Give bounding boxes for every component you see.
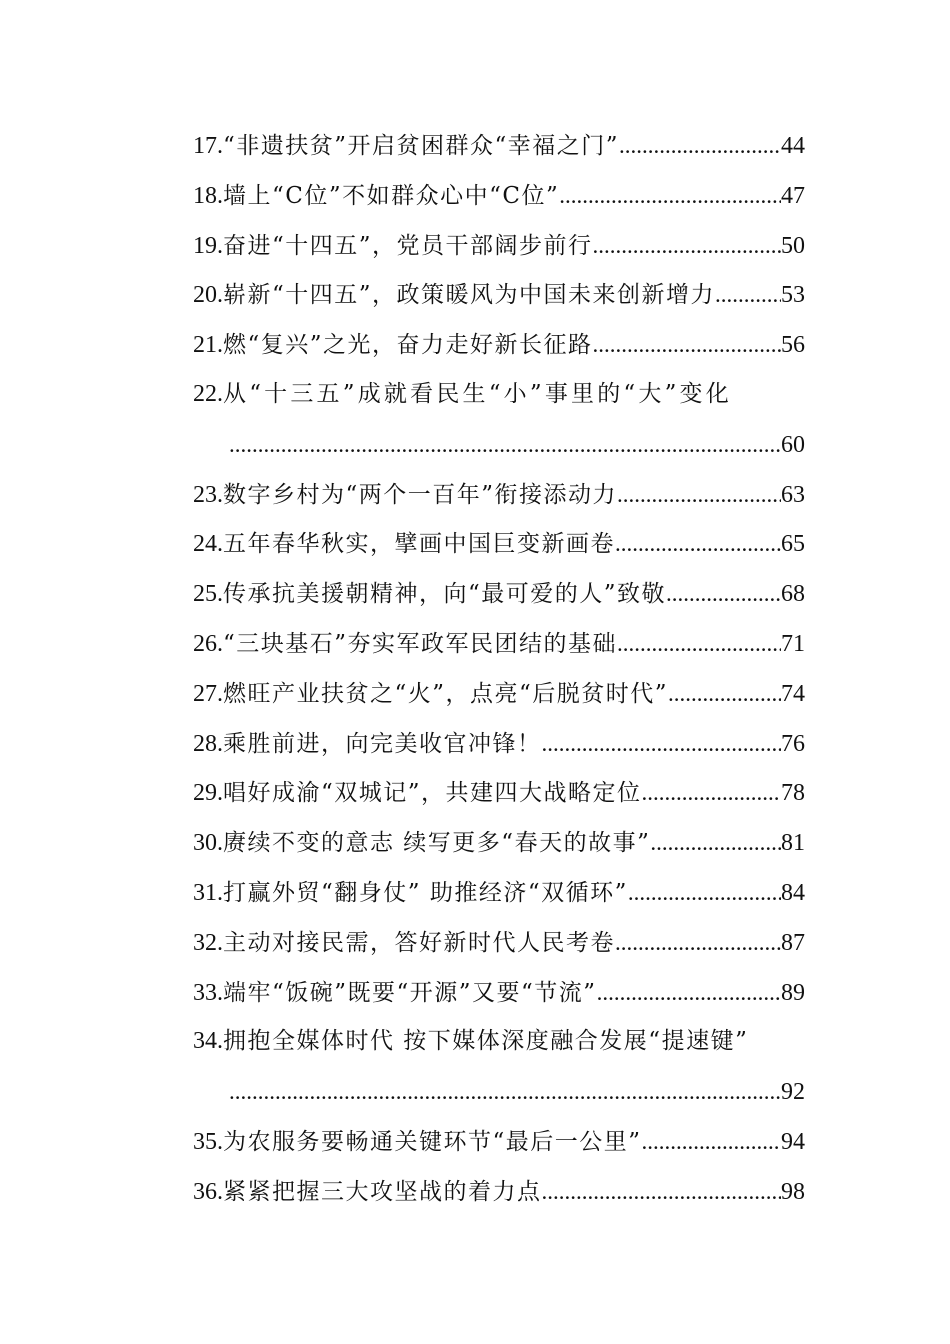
dot-leader: [593, 320, 781, 370]
toc-entry-title: 端牢“饭碗”既要“开源”又要“节流”: [223, 979, 597, 1006]
toc-entry-title: 奋进“十四五”，党员干部阔步前行: [223, 232, 593, 259]
toc-entry-19[interactable]: [193, 221, 805, 271]
toc-entry-31[interactable]: [193, 868, 805, 918]
toc-entry-34[interactable]: [193, 1017, 805, 1067]
toc-entry-title: 崭新“十四五”，政策暖风为中国未来创新增力: [223, 282, 716, 309]
toc-entry-32[interactable]: [193, 918, 805, 968]
toc-entry-number: 18.: [193, 182, 223, 209]
toc-entry-27[interactable]: [193, 669, 805, 719]
toc-entry-17[interactable]: [193, 121, 805, 171]
toc-entry-title: 乘胜前进，向完美收官冲锋！: [223, 730, 542, 757]
toc-entry-26[interactable]: [193, 619, 805, 669]
toc-entry-page: 84: [781, 879, 805, 906]
toc-entry-page: 60: [781, 431, 805, 458]
dot-leader: [593, 221, 781, 271]
dot-leader: [617, 619, 781, 669]
dot-leader: [542, 1167, 782, 1217]
toc-entry-number: 22.: [193, 380, 223, 407]
dot-leader: [229, 420, 781, 470]
toc-entry-18[interactable]: [193, 171, 805, 221]
toc-entry-page: 56: [781, 332, 805, 359]
toc-entry-36[interactable]: [193, 1167, 805, 1217]
toc-entry-30[interactable]: [193, 818, 805, 868]
toc-entry-24[interactable]: [193, 519, 805, 569]
toc-entry-number: 21.: [193, 332, 223, 359]
toc-entry-20[interactable]: [193, 270, 805, 320]
toc-entry-page: 89: [781, 979, 805, 1006]
toc-entry-title: “非遗扶贫”开启贫困群众“幸福之门”: [223, 133, 620, 159]
toc-entry-title: 五年春华秋实，擘画中国巨变新画卷: [223, 531, 615, 558]
dot-leader: [668, 669, 781, 719]
dot-leader: [628, 868, 781, 918]
toc-entry-title: 传承抗美援朝精神，向“最可爱的人”致敬: [223, 581, 667, 608]
toc-entry-title: “三块基石”夯实军政军民团结的基础: [223, 630, 618, 657]
toc-entry-page: 53: [781, 282, 805, 309]
toc-entry-number: 34.: [193, 1028, 223, 1055]
toc-entry-title: 打赢外贸“翻身仗” 助推经济“双循环”: [223, 879, 628, 906]
dot-leader: [666, 569, 781, 619]
toc-entry-number: 25.: [193, 581, 223, 608]
toc-entry-number: 20.: [193, 282, 223, 309]
toc-entry-title: 赓续不变的意志 续写更多“春天的故事”: [223, 830, 651, 857]
toc-entry-number: 36.: [193, 1178, 223, 1205]
toc-entry-page: 98: [781, 1178, 805, 1205]
toc-entry-28[interactable]: [193, 719, 805, 769]
toc-entry-number: 35.: [193, 1128, 223, 1155]
toc-entry-page: 76: [781, 730, 805, 757]
dot-leader: [542, 719, 782, 769]
dot-leader: [715, 270, 781, 320]
toc-entry-page: 63: [781, 481, 805, 508]
toc-entry-title: 拥抱全媒体时代 按下媒体深度融合发展“提速键”: [223, 1028, 749, 1055]
toc-entry-page: 81: [781, 830, 805, 857]
dot-leader: [229, 1067, 781, 1117]
toc-entry-33[interactable]: [193, 968, 805, 1018]
toc-entry-page: 44: [781, 133, 805, 159]
toc-entry-21[interactable]: [193, 320, 805, 370]
toc-entry-title: 为农服务要畅通关键环节“最后一公里”: [223, 1128, 642, 1155]
toc-entry-22-continuation[interactable]: [193, 420, 805, 470]
toc-entry-23[interactable]: [193, 470, 805, 520]
toc-entry-page: 65: [781, 531, 805, 558]
toc-entry-title: 从“十三五”成就看民生“小”事里的“大”变化: [223, 380, 732, 407]
toc-entry-page: 87: [781, 929, 805, 956]
dot-leader: [642, 1117, 781, 1167]
dot-leader: [642, 768, 781, 818]
toc-entry-number: 24.: [193, 531, 223, 558]
toc-entry-page: 94: [781, 1128, 805, 1155]
toc-entry-25[interactable]: [193, 569, 805, 619]
toc-entry-title: 燃“复兴”之光，奋力走好新长征路: [223, 332, 593, 359]
dot-leader: [597, 968, 781, 1018]
toc-entry-title: 数字乡村为“两个一百年”衔接添动力: [223, 481, 618, 508]
toc-entry-number: 27.: [193, 680, 223, 707]
toc-entry-title: 紧紧把握三大攻坚战的着力点: [223, 1178, 542, 1205]
toc-entry-29[interactable]: [193, 768, 805, 818]
toc-entry-page: 78: [781, 780, 805, 807]
toc-entry-34-continuation[interactable]: [193, 1067, 805, 1117]
toc-entry-number: 28.: [193, 730, 223, 757]
toc-entry-number: 31.: [193, 879, 223, 906]
toc-entry-title: 墙上“C位”不如群众心中“C位”: [223, 182, 560, 209]
toc-entry-number: 23.: [193, 481, 223, 508]
dot-leader: [615, 519, 781, 569]
toc-entry-number: 29.: [193, 780, 223, 807]
toc-entry-number: 30.: [193, 830, 223, 857]
dot-leader: [617, 470, 781, 520]
toc-entry-title: 燃旺产业扶贫之“火”，点亮“后脱贫时代”: [223, 680, 669, 707]
toc-entry-title: 唱好成渝“双城记”，共建四大战略定位: [223, 780, 642, 807]
toc-entry-page: 68: [781, 581, 805, 608]
toc-entry-number: 17.: [193, 133, 223, 159]
toc-entry-number: 19.: [193, 232, 223, 259]
toc-entry-page: 50: [781, 232, 805, 259]
toc-entry-page: 47: [781, 182, 805, 209]
table-of-contents: [193, 121, 805, 1217]
dot-leader: [650, 818, 781, 868]
toc-entry-page: 92: [781, 1079, 805, 1106]
toc-entry-number: 33.: [193, 979, 223, 1006]
toc-entry-number: 26.: [193, 630, 223, 657]
dot-leader: [615, 918, 781, 968]
toc-entry-35[interactable]: [193, 1117, 805, 1167]
dot-leader: [619, 121, 781, 171]
dot-leader: [559, 171, 781, 221]
toc-entry-page: 74: [781, 680, 805, 707]
toc-entry-22[interactable]: [193, 370, 805, 420]
toc-entry-number: 32.: [193, 929, 223, 956]
toc-entry-page: 71: [781, 630, 805, 657]
toc-entry-title: 主动对接民需，答好新时代人民考卷: [223, 929, 615, 956]
